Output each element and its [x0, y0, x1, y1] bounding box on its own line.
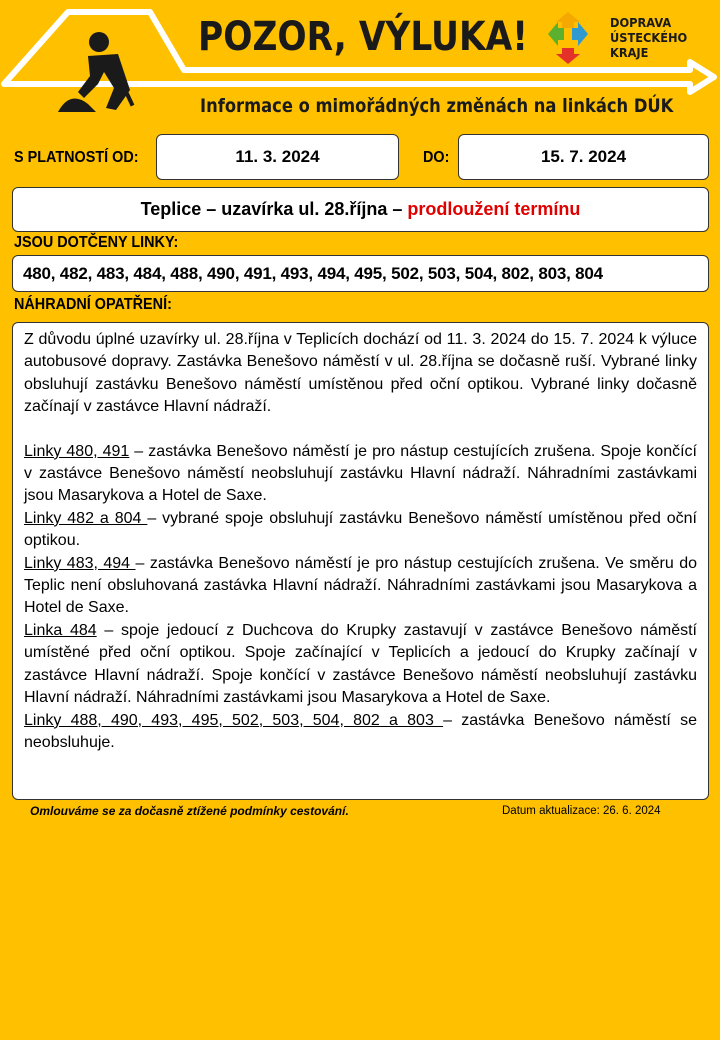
measure-lines: Linka 484	[24, 621, 97, 639]
duk-logo-icon	[548, 12, 600, 64]
notice-title: Teplice – uzavírka ul. 28.října –	[140, 199, 408, 219]
validity-from-value: 11. 3. 2024	[235, 147, 320, 166]
validity-to-label: DO:	[423, 149, 450, 166]
validity-to-value: 15. 7. 2024	[540, 147, 627, 166]
measures-intro: Z důvodu úplné uzavírky ul. 28.října v Teplicích dochází od 11. 3. 2024 do 15. 7. 2024 k výluce autobusové dopravy. Zastávka Benešovo náměstí v ul. 28.října se dočasně ruší. Vybrané linky obsluhují zastávku Benešovo náměstí umístěnou před oční optikou. Vybrané linky dočasně začínají v zastávce Hlavní nádraží.	[24, 331, 697, 416]
validity-to-box	[458, 134, 709, 180]
measure-item	[24, 553, 697, 620]
footer-updated: Datum aktualizace: 26. 6. 2024	[502, 805, 661, 817]
measure-lines: Linky 480, 491	[24, 442, 130, 460]
affected-lines-list: 480, 482, 483, 484, 488, 490, 491, 493, 494, 495, 502, 503, 504, 802, 803, 804	[23, 263, 603, 283]
measure-item	[24, 710, 697, 755]
page-title: POZOR, VÝLUKA!	[198, 14, 528, 60]
measure-text: – spoje jedoucí z Duchcova do Krupky zastavují v zastávce Benešovo náměstí umístěné před oční optikou. Spoje začínající v Teplicích a jedoucí do Krupky začínají v zastávce Hlavní nádraží. Spoje končící v zastávce Benešovo náměstí neobsluhují zastávku Hlavní nádraží. Náhradními zastávkami jsou Masarykova a Hotel de Saxe.	[24, 621, 698, 707]
validity-from-label: S PLATNOSTÍ OD:	[14, 149, 139, 166]
measures-label: NÁHRADNÍ OPATŘENÍ:	[14, 296, 172, 313]
measure-text: – vybrané spoje obsluhují zastávku Benešovo náměstí umístěnou před oční optikou.	[24, 509, 698, 550]
affected-lines-box	[12, 255, 709, 292]
page-subtitle: Informace o mimořádných změnách na linkách DÚK	[200, 95, 674, 117]
measure-lines: Linky 488, 490, 493, 495, 502, 503, 504, 802 a 803	[24, 711, 444, 729]
measure-lines: Linky 482 a 804	[24, 509, 148, 527]
logo-line: KRAJE	[610, 46, 649, 60]
measure-text: – zastávka Benešovo náměstí je pro nástup cestujících zrušena. Spoje končící v zastávce Benešovo náměstí neobsluhují zastávku Hlavní nádraží. Náhradními zastávkami jsou Masarykova a Hotel de Saxe.	[24, 442, 697, 505]
validity-from-box	[156, 134, 399, 180]
road-worker-icon	[58, 32, 134, 112]
measure-item	[24, 441, 697, 508]
header	[0, 0, 720, 135]
measure-text: – zastávka Benešovo náměstí se neobsluhuje.	[24, 711, 698, 751]
logo-text	[610, 16, 687, 61]
notice-title-box	[12, 187, 709, 232]
footer-apology: Omlouváme se za dočasně ztížené podmínky cestování.	[30, 804, 349, 818]
measure-item	[24, 508, 697, 553]
measures-box	[12, 322, 709, 800]
measure-lines: Linky 483, 494	[24, 554, 136, 572]
logo-line: ÚSTECKÉHO	[610, 31, 688, 45]
logo-line: DOPRAVA	[610, 16, 672, 30]
spacer	[24, 419, 697, 441]
affected-lines-label: JSOU DOTČENY LINKY:	[14, 234, 179, 251]
measure-text: – zastávka Benešovo náměstí je pro nástup cestujících zrušena. Ve směru do Teplic není obsluhovaná zastávka Hlavní nádraží. Náhradními zastávkami jsou Masarykova a Hotel de Saxe.	[24, 554, 697, 617]
measure-item	[24, 620, 697, 710]
notice-title-highlight: prodloužení termínu	[407, 199, 581, 219]
